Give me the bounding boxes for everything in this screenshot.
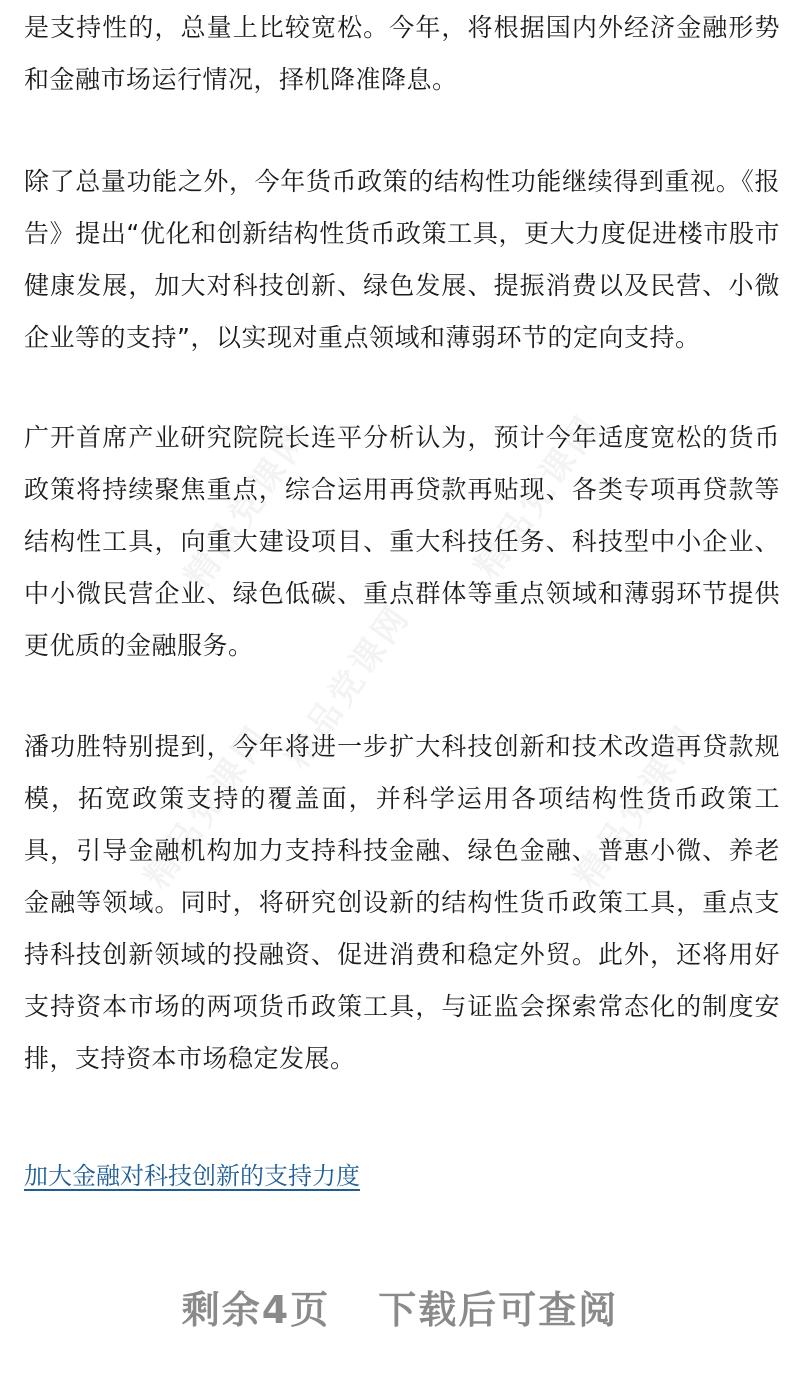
watermark: 精品党课网 [276,597,419,776]
download-prompt[interactable] [0,1282,800,1338]
watermark: 精品党课网 [176,417,319,596]
section-heading-link[interactable]: 加大金融对科技创新的支持力度 [24,1162,360,1190]
watermark: 精品党课网 [136,717,279,896]
paragraph: 潘功胜特别提到，今年将进一步扩大科技创新和技术改造再贷款规模，拓宽政策支持的覆盖面，并科学运用各项结构性货币政策工具，引导金融机构加力支持科技金融、绿色金融、普惠小微、养老金融等领域。同时，将研究创设新的结构性货币政策工具，重点支持科技创新领域的投融资、促进消费和稳定外贸。此外，还将用好支持资本市场的两项货币政策工具，与证监会探索常态化的制度安排，支持资本市场稳定发展。 [24,732,780,1073]
watermark: 精品党课网 [466,407,609,586]
paragraph: 除了总量功能之外，今年货币政策的结构性功能继续得到重视。《报告》提出“优化和创新结构性货币政策工具，更大力度促进楼市股市健康发展，加大对科技创新、绿色发展、提振消费以及民营、小微企业等的支持”，以实现对重点领域和薄弱环节的定向支持。 [24,167,780,352]
download-label: 下载后可查阅 [378,1288,619,1332]
watermark: 精品党课网 [566,717,709,896]
remaining-pages-label: 剩余4页 [181,1288,331,1332]
paragraph: 是支持性的，总量上比较宽松。今年，将根据国内外经济金融形势和金融市场运行情况，择机降准降息。 [24,13,780,94]
paragraph: 广开首席产业研究院院长连平分析认为，预计今年适度宽松的货币政策将持续聚焦重点，综合运用再贷款再贴现、各类专项再贷款等结构性工具，向重大建设项目、重大科技任务、科技型中小企业、中小微民营企业、绿色低碳、重点群体等重点领域和薄弱环节提供更优质的金融服务。 [24,423,780,660]
